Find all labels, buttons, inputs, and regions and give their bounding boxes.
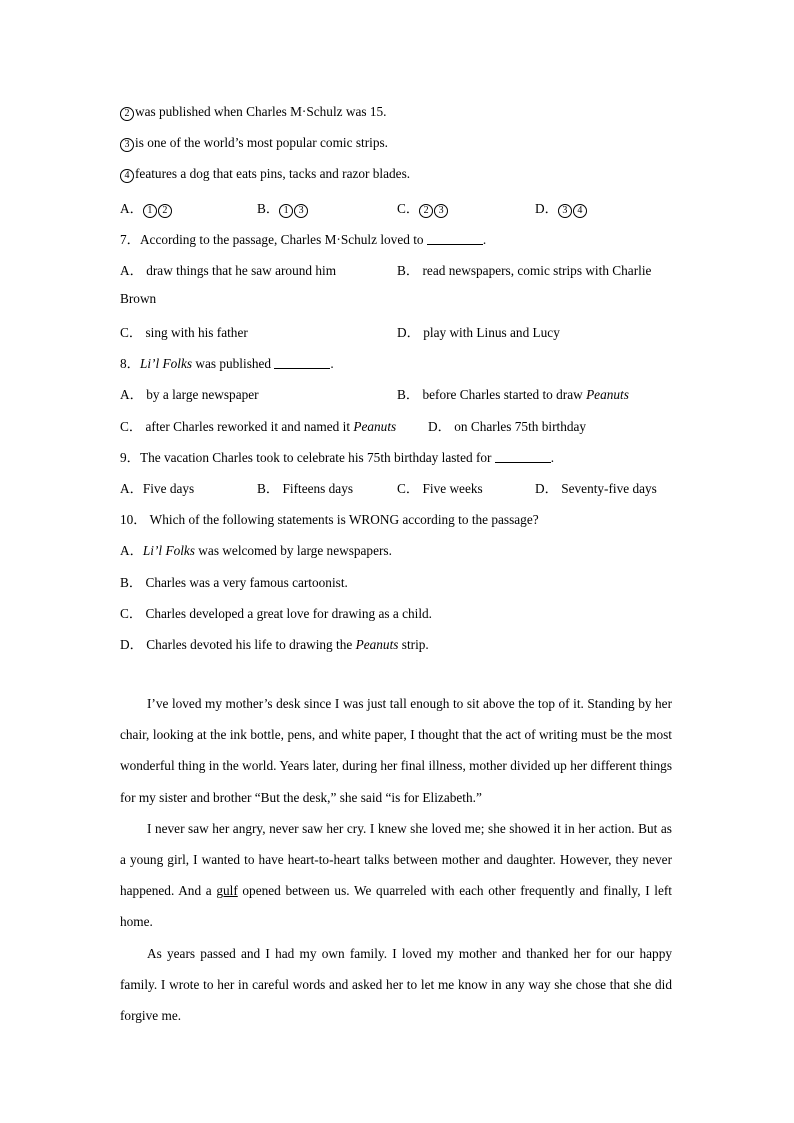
q8-option-c-text: C． after Charles reworked it and named it: [120, 419, 354, 434]
q9-stem-text: 9．The vacation Charles took to celebrate his 75th birthday lasted for: [120, 450, 492, 465]
q7-stem-end: .: [482, 232, 487, 247]
circled-number: 1: [279, 204, 293, 218]
q6-option-a: [120, 198, 173, 218]
circled-number: 3: [294, 204, 308, 218]
q10-option-a-text: was welcomed by large newspapers.: [194, 543, 392, 558]
answer-blank: [274, 358, 330, 369]
q8-option-b-text: B． before Charles started to draw: [397, 387, 587, 402]
q10-option-d: [120, 634, 429, 653]
circled-number: 3: [558, 204, 572, 218]
passage-paragraph-2: [120, 813, 672, 938]
passage-paragraph-1: I’ve loved my mother’s desk since I was just tall enough to sit above the top of it. Standing by her chair, looking at the ink bottle, pens, and white paper, I thought that the act of writing must be the most wonderful thing in the world. Years later, during her final illness, mother divided up her different things for my sister and brother “But the desk,” she said “is for Elizabeth.”: [120, 696, 672, 805]
circled-number: 4: [573, 204, 587, 218]
q10-option-c: C． Charles developed a great love for drawing as a child.: [120, 606, 433, 621]
q6-option-b: [257, 198, 309, 218]
q10-option-b: B． Charles was a very famous cartoonist.: [120, 575, 348, 590]
q7-stem-text: 7．According to the passage, Charles M·Schulz loved to: [120, 232, 424, 247]
q9-option-d: D． Seventy-five days: [535, 481, 657, 496]
q8-number: 8．: [120, 356, 140, 371]
q8-option-b-title: Peanuts: [586, 387, 629, 402]
q8-option-d: D． on Charles 75th birthday: [428, 419, 587, 434]
answer-blank: [495, 452, 551, 463]
option-letter: D．: [535, 201, 558, 216]
paragraph-text-end: opened between us. We quarreled with each other frequently and finally, I left home.: [120, 883, 672, 930]
q8-option-a: A． by a large newspaper: [120, 387, 259, 402]
q8-stem-text: was published: [192, 356, 272, 371]
q9-option-c: C． Five weeks: [397, 481, 483, 496]
passage-paragraph-3: As years passed and I had my own family. I loved my mother and thanked her for our happy family. I wrote to her in careful words and asked her to let me know in any way she chose that she did forgive me.: [120, 945, 672, 1024]
q10-option-d-title: Peanuts: [355, 637, 399, 652]
underlined-word: gulf: [216, 883, 238, 899]
q7-option-c: C． sing with his father: [120, 325, 248, 340]
q6-item-3: [120, 135, 388, 152]
q10-option-d-end: strip.: [398, 637, 429, 652]
q6-item-text: was published when Charles M·Schulz was 15.: [135, 104, 387, 119]
q8-stem-end: .: [330, 356, 334, 371]
option-letter: A．: [120, 201, 143, 216]
q8-option-c: [120, 416, 396, 435]
reading-passage: [120, 688, 672, 1031]
q9-option-a: A．Five days: [120, 481, 195, 496]
q8-option-b: [397, 384, 629, 403]
q9-stem: [120, 447, 554, 466]
q10-stem: 10． Which of the following statements is WRONG according to the passage?: [120, 512, 539, 527]
circled-number: 3: [120, 138, 134, 152]
q6-item-4: [120, 166, 410, 183]
q8-option-c-title: Peanuts: [353, 419, 397, 434]
circled-number: 1: [143, 204, 157, 218]
q6-option-d: [535, 198, 588, 218]
option-letter: B．: [257, 201, 280, 216]
paragraph-text: I never saw her angry, never saw her cry. I knew she loved me; she showed it in her action. But as a young girl, I wanted to have heart-to-heart talks between mother and daughter. However, they never happened. And a: [120, 820, 672, 899]
q7-option-b: B． read newspapers, comic strips with Charlie: [397, 263, 652, 278]
answer-blank: [427, 234, 483, 245]
q8-stem: [120, 353, 334, 372]
q10-option-a: [120, 540, 392, 559]
q10-option-a-title: Li’l Folks: [142, 543, 195, 558]
q8-title: Li’l Folks: [139, 356, 193, 371]
circled-number: 2: [158, 204, 172, 218]
q9-option-b: B． Fifteens days: [257, 481, 354, 496]
q10-option-d-text: D． Charles devoted his life to drawing the: [120, 637, 356, 652]
option-letter: A．: [120, 543, 143, 558]
q9-stem-end: .: [550, 450, 555, 465]
q6-item-text: is one of the world’s most popular comic strips.: [135, 135, 388, 150]
circled-number: 2: [120, 107, 134, 121]
circled-number: 3: [434, 204, 448, 218]
circled-number: 4: [120, 169, 134, 183]
q7-option-a: A． draw things that he saw around him: [120, 263, 337, 278]
q7-option-d: D． play with Linus and Lucy: [397, 325, 560, 340]
q7-stem: [120, 229, 486, 248]
q6-item-2: [120, 104, 387, 121]
q6-option-c: [397, 198, 449, 218]
option-letter: C．: [397, 201, 420, 216]
circled-number: 2: [419, 204, 433, 218]
q6-item-text: features a dog that eats pins, tacks and razor blades.: [135, 166, 411, 181]
q7-option-b-continued: Brown: [120, 291, 157, 306]
